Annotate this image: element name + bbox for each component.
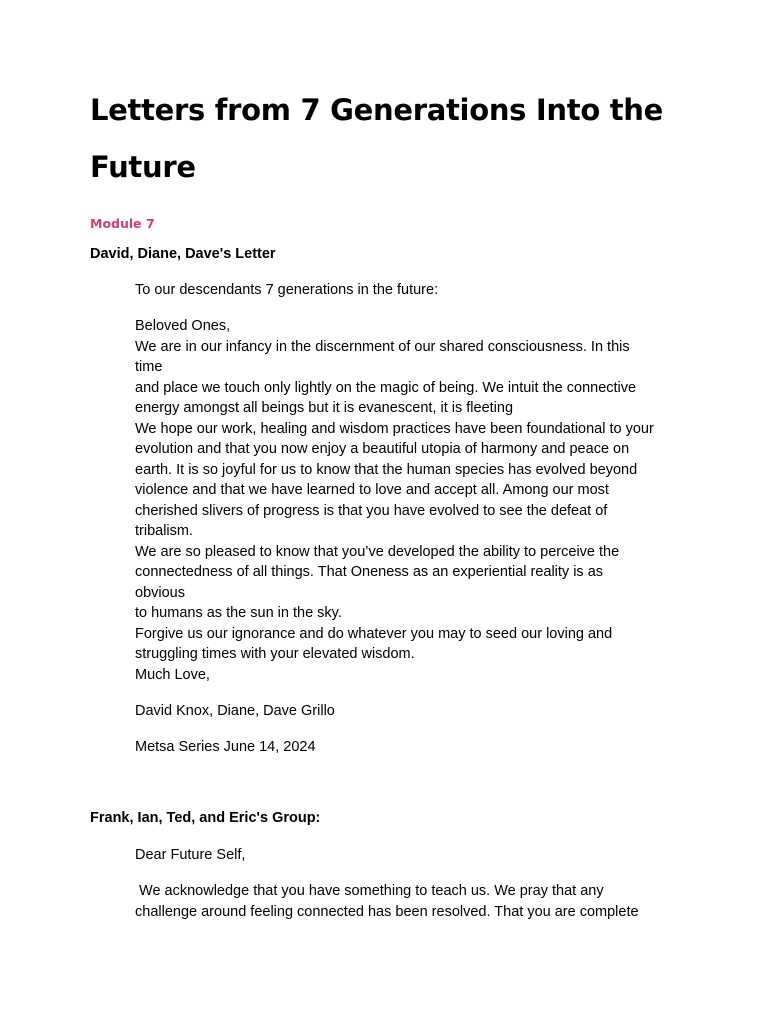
letter-1-body-line: time [135,359,163,375]
module-label: Module 7 [90,216,155,231]
letter-1-body-line: evolution and that you now enjoy a beautiful utopia of harmony and peace on [135,441,630,457]
document-title [90,82,690,196]
letter-1-body-line: earth. It is so joyful for us to know that the human species has evolved beyond [135,461,638,478]
letter-1-body-line: tribalism. [135,523,194,539]
letter-1-body-line: Much Love, [135,666,210,683]
letter-1-salutation: To our descendants 7 generations in the future: [135,282,439,298]
letter-1-body-line: violence and that we have learned to love and accept all. Among our most [135,482,609,498]
letter-1-body-line: Forgive us our ignorance and do whatever you may to seed our loving and [135,625,613,642]
letter-1-body-line: We are so pleased to know that you’ve developed the ability to perceive the [135,543,620,560]
document-title-line-2: Future [90,150,196,184]
letter-2-body-line: We acknowledge that you have something to teach us. We pray that any [135,883,604,899]
letter-1-body-line: Beloved Ones, [135,318,231,334]
letter-1-body-line: energy amongst all beings but it is evanescent, it is fleeting [135,400,514,416]
letter-1-body-line: connectedness of all things. That Oneness as an experiential reality is as [135,564,604,580]
letter-2-body [135,881,695,922]
letter-2-salutation: Dear Future Self, [135,847,246,863]
letter-1-body-line: struggling times with your elevated wisdom. [135,646,415,662]
letter-1-body-line: We hope our work, healing and wisdom practices have been foundational to your [135,420,654,437]
letter-2-heading: Frank, Ian, Ted, and Eric's Group: [90,810,321,826]
letter-1-body-line: to humans as the sun in the sky. [135,605,342,621]
letter-1-body-line: and place we touch only lightly on the magic of being. We intuit the connective [135,379,637,396]
letter-1-body [135,316,695,685]
letter-1-dateline: Metsa Series June 14, 2024 [135,739,316,755]
letter-1-body-line: cherished slivers of progress is that you have evolved to see the defeat of [135,502,608,519]
letter-1-signature: David Knox, Diane, Dave Grillo [135,703,335,719]
document-title-line-1: Letters from 7 Generations Into the [90,93,664,127]
letter-1-heading: David, Diane, Dave's Letter [90,246,276,262]
letter-1-body-line: obvious [135,584,185,601]
letter-1-body-line: We are in our infancy in the discernment of our shared consciousness. In this [135,338,630,355]
letter-2-body-line: challenge around feeling connected has been resolved. That you are complete [135,903,639,920]
